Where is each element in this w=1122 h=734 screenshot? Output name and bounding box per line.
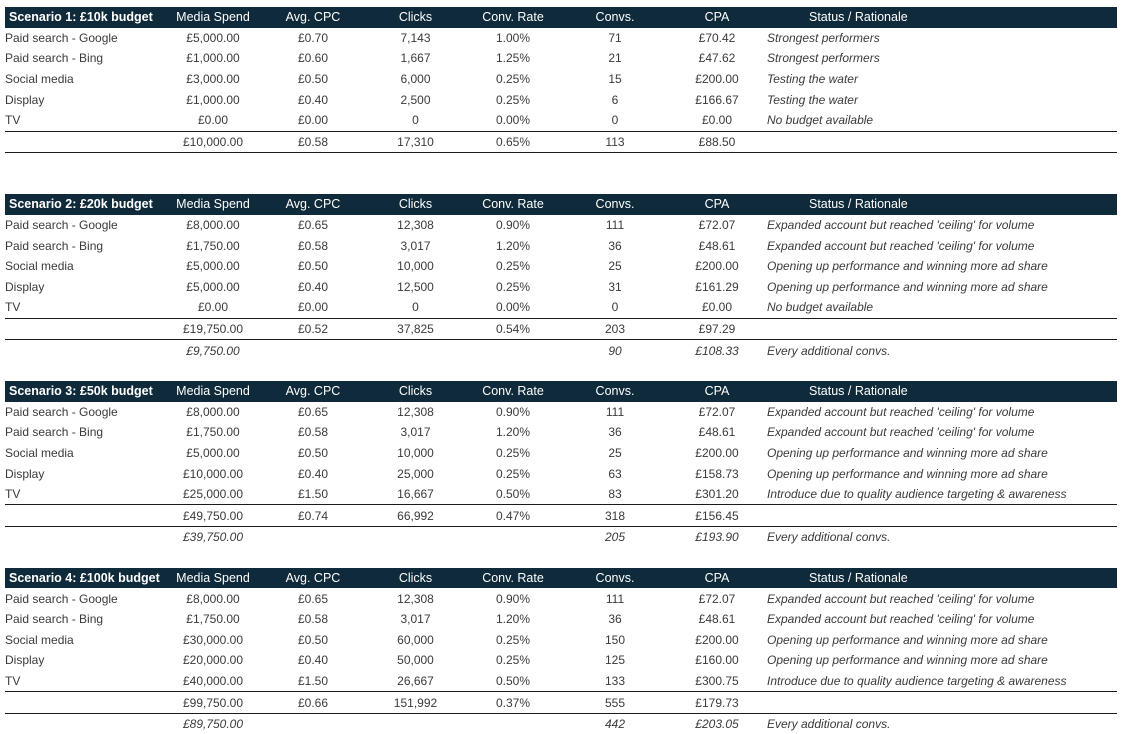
channel-cell: Paid search - Bing — [5, 238, 104, 253]
incremental-empty — [258, 340, 368, 361]
clicks-cell: 3,017 — [400, 238, 431, 253]
status-cell: Expanded account but reached 'ceiling' for volume — [767, 218, 1035, 233]
status-cell: No budget available — [767, 113, 874, 128]
col-conv-rate: Conv. Rate — [463, 381, 563, 402]
col-conv-rate: Conv. Rate — [463, 194, 563, 215]
spend-cell: £1,750.00 — [186, 425, 240, 440]
clicks-cell: 10,000 — [397, 259, 434, 274]
cpc-cell: £0.50 — [297, 445, 329, 460]
rate-cell: 0.25% — [495, 72, 531, 87]
cpa-cell: £48.61 — [698, 425, 736, 440]
channel-cell: Display — [5, 466, 45, 481]
rate-cell: 0.90% — [495, 404, 531, 419]
table-row — [5, 650, 1117, 671]
status-cell: No budget available — [767, 300, 874, 315]
channel-cell: Display — [5, 279, 45, 294]
cpa-cell: £0.00 — [701, 113, 733, 128]
cpc-cell: £0.70 — [297, 30, 329, 45]
total-cpc: £0.74 — [258, 505, 368, 527]
total-convs: 203 — [563, 318, 667, 340]
table-row — [5, 69, 1117, 90]
cpa-cell: £200.00 — [695, 259, 739, 274]
cpa-cell: £70.42 — [698, 30, 736, 45]
convs-cell: 63 — [608, 466, 622, 481]
rate-cell: 0.25% — [495, 466, 531, 481]
clicks-cell: 3,017 — [400, 425, 431, 440]
total-cpc: £0.52 — [258, 318, 368, 340]
col-avg-cpc: Avg. CPC — [258, 7, 368, 28]
clicks-cell: 0 — [412, 113, 419, 128]
col-media-spend: Media Spend — [168, 7, 258, 28]
status-cell: Expanded account but reached 'ceiling' for volume — [767, 425, 1035, 440]
incremental-empty — [258, 527, 368, 548]
incremental-empty — [463, 340, 563, 361]
cpa-cell: £200.00 — [695, 445, 739, 460]
total-clicks: 17,310 — [368, 131, 463, 153]
status-cell: Opening up performance and winning more ad share — [767, 259, 1048, 274]
channel-cell: Paid search - Bing — [5, 612, 104, 627]
section-gap — [5, 153, 1117, 194]
cpa-cell: £48.61 — [698, 612, 736, 627]
incremental-empty — [368, 527, 463, 548]
cpc-cell: £0.65 — [297, 591, 329, 606]
rate-cell: 0.50% — [495, 673, 531, 688]
cpc-cell: £0.58 — [297, 612, 329, 627]
channel-cell: TV — [5, 487, 21, 502]
table-row — [5, 484, 1117, 505]
convs-cell: 0 — [611, 113, 619, 128]
col-conv-rate: Conv. Rate — [463, 568, 563, 589]
scenario-title: Scenario 4: £100k budget — [5, 568, 168, 589]
spend-cell: £5,000.00 — [186, 259, 240, 274]
col-status: Status / Rationale — [767, 194, 1117, 215]
clicks-cell: 2,500 — [400, 92, 431, 107]
incremental-convs: 442 — [604, 717, 626, 732]
rate-cell: 0.90% — [495, 218, 531, 233]
table-row — [5, 671, 1117, 692]
spend-cell: £1,750.00 — [186, 612, 240, 627]
status-cell: Testing the water — [767, 92, 858, 107]
cpc-cell: £0.50 — [297, 632, 329, 647]
total-row — [5, 505, 1117, 527]
incremental-empty — [368, 713, 463, 734]
status-cell: Strongest performers — [767, 30, 880, 45]
clicks-cell: 3,017 — [400, 612, 431, 627]
table-row — [5, 256, 1117, 277]
spend-cell: £8,000.00 — [186, 218, 240, 233]
table-row — [5, 402, 1117, 423]
table-row — [5, 609, 1117, 630]
section-gap — [5, 548, 1117, 568]
total-clicks: 37,825 — [368, 318, 463, 340]
channel-cell: Display — [5, 653, 45, 668]
col-cpa: CPA — [667, 194, 767, 215]
spend-cell: £0.00 — [197, 113, 229, 128]
col-convs: Convs. — [563, 568, 667, 589]
col-convs: Convs. — [563, 381, 667, 402]
rate-cell: 1.25% — [495, 51, 531, 66]
incremental-spend: £89,750.00 — [182, 717, 244, 732]
scenario-title: Scenario 1: £10k budget — [5, 7, 168, 28]
rate-cell: 0.00% — [495, 113, 531, 128]
spend-cell: £25,000.00 — [182, 487, 244, 502]
table-row — [5, 89, 1117, 110]
convs-cell: 125 — [604, 653, 626, 668]
total-label-cell — [5, 692, 168, 714]
cpa-cell: £200.00 — [695, 632, 739, 647]
spend-cell: £10,000.00 — [182, 466, 244, 481]
cpc-cell: £0.60 — [297, 51, 329, 66]
total-spend: £19,750.00 — [168, 318, 258, 340]
col-convs: Convs. — [563, 194, 667, 215]
cpa-cell: £166.67 — [695, 92, 739, 107]
rate-cell: 0.25% — [495, 445, 531, 460]
cpa-cell: £301.20 — [695, 487, 739, 502]
header-row — [5, 568, 1117, 589]
convs-cell: 25 — [608, 259, 622, 274]
cpc-cell: £0.65 — [297, 218, 329, 233]
table-row — [5, 629, 1117, 650]
cpa-cell: £158.73 — [695, 466, 739, 481]
cpa-cell: £161.29 — [695, 279, 739, 294]
convs-cell: 36 — [608, 425, 622, 440]
cpa-cell: £72.07 — [698, 591, 736, 606]
total-status — [767, 692, 1117, 714]
cpa-cell: £160.00 — [695, 653, 739, 668]
col-conv-rate: Conv. Rate — [463, 7, 563, 28]
rate-cell: 0.25% — [495, 279, 531, 294]
channel-cell: TV — [5, 300, 21, 315]
cpc-cell: £0.00 — [297, 113, 329, 128]
convs-cell: 36 — [608, 238, 622, 253]
col-status: Status / Rationale — [767, 568, 1117, 589]
clicks-cell: 0 — [412, 300, 419, 315]
col-cpa: CPA — [667, 568, 767, 589]
scenario-table-2 — [5, 194, 1117, 361]
cpa-cell: £48.61 — [698, 238, 736, 253]
convs-cell: 25 — [608, 445, 622, 460]
incremental-label-cell — [5, 713, 168, 734]
channel-cell: TV — [5, 113, 21, 128]
rate-cell: 1.20% — [495, 238, 531, 253]
total-convs: 113 — [563, 131, 667, 153]
spend-cell: £8,000.00 — [186, 404, 240, 419]
col-cpa: CPA — [667, 7, 767, 28]
total-row — [5, 318, 1117, 340]
clicks-cell: 12,500 — [397, 279, 434, 294]
clicks-cell: 7,143 — [400, 30, 431, 45]
rate-cell: 0.50% — [495, 487, 531, 502]
col-clicks: Clicks — [368, 194, 463, 215]
incremental-row — [5, 340, 1117, 361]
incremental-spend: £9,750.00 — [186, 343, 240, 358]
col-media-spend: Media Spend — [168, 194, 258, 215]
convs-cell: 83 — [608, 487, 622, 502]
status-cell: Expanded account but reached 'ceiling' for volume — [767, 404, 1035, 419]
total-cpa: £156.45 — [667, 505, 767, 527]
table-row — [5, 215, 1117, 236]
convs-cell: 111 — [605, 218, 625, 233]
scenario-title: Scenario 3: £50k budget — [5, 381, 168, 402]
rate-cell: 0.25% — [495, 259, 531, 274]
header-row — [5, 381, 1117, 402]
total-rate: 0.65% — [463, 131, 563, 153]
status-cell: Testing the water — [767, 72, 858, 87]
col-media-spend: Media Spend — [168, 381, 258, 402]
scenario-title: Scenario 2: £20k budget — [5, 194, 168, 215]
total-rate: 0.37% — [463, 692, 563, 714]
cpa-cell: £200.00 — [695, 72, 739, 87]
total-rate: 0.47% — [463, 505, 563, 527]
channel-cell: Social media — [5, 445, 74, 460]
status-cell: Opening up performance and winning more ad share — [767, 279, 1048, 294]
col-status: Status / Rationale — [767, 381, 1117, 402]
cpc-cell: £0.40 — [297, 279, 329, 294]
convs-cell: 21 — [608, 51, 622, 66]
cpc-cell: £0.40 — [297, 466, 329, 481]
channel-cell: TV — [5, 673, 21, 688]
channel-cell: Paid search - Google — [5, 404, 118, 419]
status-cell: Opening up performance and winning more ad share — [767, 466, 1048, 481]
incremental-cpa: £108.33 — [695, 343, 739, 358]
clicks-cell: 12,308 — [397, 404, 434, 419]
total-label-cell — [5, 131, 168, 153]
col-media-spend: Media Spend — [168, 568, 258, 589]
cpa-cell: £72.07 — [698, 404, 736, 419]
clicks-cell: 25,000 — [397, 466, 434, 481]
incremental-empty — [258, 713, 368, 734]
cpc-cell: £0.00 — [297, 300, 329, 315]
convs-cell: 6 — [611, 92, 619, 107]
channel-cell: Paid search - Google — [5, 30, 118, 45]
incremental-label-cell — [5, 340, 168, 361]
channel-cell: Social media — [5, 632, 74, 647]
cpc-cell: £1.50 — [297, 673, 329, 688]
status-cell: Expanded account but reached 'ceiling' for volume — [767, 238, 1035, 253]
incremental-status: Every additional convs. — [767, 530, 891, 545]
spend-cell: £1,750.00 — [186, 238, 240, 253]
cpc-cell: £0.50 — [297, 259, 329, 274]
table-row — [5, 110, 1117, 131]
spend-cell: £0.00 — [197, 300, 229, 315]
spend-cell: £5,000.00 — [186, 30, 240, 45]
incremental-cpa: £203.05 — [695, 717, 739, 732]
total-cpa: £179.73 — [667, 692, 767, 714]
clicks-cell: 1,667 — [400, 51, 431, 66]
cpa-cell: £72.07 — [698, 218, 736, 233]
total-cpa: £88.50 — [667, 131, 767, 153]
convs-cell: 111 — [605, 404, 625, 419]
col-status: Status / Rationale — [767, 7, 1117, 28]
channel-cell: Paid search - Google — [5, 591, 118, 606]
spend-cell: £40,000.00 — [182, 673, 244, 688]
scenario-table-3 — [5, 381, 1117, 548]
total-rate: 0.54% — [463, 318, 563, 340]
incremental-convs: 205 — [604, 530, 626, 545]
rate-cell: 0.25% — [495, 632, 531, 647]
clicks-cell: 10,000 — [397, 445, 434, 460]
col-avg-cpc: Avg. CPC — [258, 568, 368, 589]
status-cell: Opening up performance and winning more ad share — [767, 445, 1048, 460]
table-row — [5, 463, 1117, 484]
rate-cell: 0.25% — [495, 92, 531, 107]
status-cell: Opening up performance and winning more ad share — [767, 632, 1048, 647]
cpc-cell: £0.58 — [297, 425, 329, 440]
convs-cell: 15 — [608, 72, 622, 87]
rate-cell: 0.90% — [495, 591, 531, 606]
cpa-cell: £47.62 — [698, 51, 736, 66]
channel-cell: Paid search - Bing — [5, 425, 104, 440]
total-status — [767, 505, 1117, 527]
col-convs: Convs. — [563, 7, 667, 28]
spend-cell: £1,000.00 — [186, 51, 240, 66]
total-convs: 555 — [563, 692, 667, 714]
total-label-cell — [5, 318, 168, 340]
table-row — [5, 235, 1117, 256]
channel-cell: Social media — [5, 72, 74, 87]
scenario-table-4 — [5, 568, 1117, 734]
total-convs: 318 — [563, 505, 667, 527]
spend-cell: £5,000.00 — [186, 279, 240, 294]
col-clicks: Clicks — [368, 7, 463, 28]
cpc-cell: £0.50 — [297, 72, 329, 87]
status-cell: Introduce due to quality audience targeting & awareness — [767, 487, 1067, 502]
total-cpc: £0.66 — [258, 692, 368, 714]
spend-cell: £20,000.00 — [182, 653, 244, 668]
col-clicks: Clicks — [368, 568, 463, 589]
cpa-cell: £300.75 — [695, 673, 739, 688]
convs-cell: 71 — [608, 30, 622, 45]
clicks-cell: 12,308 — [397, 218, 434, 233]
section-gap — [5, 361, 1117, 381]
total-status — [767, 131, 1117, 153]
convs-cell: 36 — [608, 612, 622, 627]
incremental-empty — [463, 527, 563, 548]
clicks-cell: 50,000 — [397, 653, 434, 668]
convs-cell: 111 — [605, 591, 625, 606]
table-row — [5, 277, 1117, 298]
table-row — [5, 48, 1117, 69]
total-status — [767, 318, 1117, 340]
channel-cell: Paid search - Google — [5, 218, 118, 233]
spend-cell: £1,000.00 — [186, 92, 240, 107]
col-cpa: CPA — [667, 381, 767, 402]
status-cell: Strongest performers — [767, 51, 880, 66]
col-avg-cpc: Avg. CPC — [258, 194, 368, 215]
cpc-cell: £0.40 — [297, 653, 329, 668]
clicks-cell: 16,667 — [397, 487, 434, 502]
channel-cell: Social media — [5, 259, 74, 274]
convs-cell: 133 — [604, 673, 626, 688]
incremental-convs: 90 — [608, 343, 622, 358]
total-cpa: £97.29 — [667, 318, 767, 340]
status-cell: Expanded account but reached 'ceiling' for volume — [767, 591, 1035, 606]
scenario-table-1 — [5, 7, 1117, 153]
table-row — [5, 297, 1117, 318]
table-row — [5, 443, 1117, 464]
total-spend: £49,750.00 — [168, 505, 258, 527]
status-cell: Expanded account but reached 'ceiling' for volume — [767, 612, 1035, 627]
header-row — [5, 194, 1117, 215]
total-clicks: 151,992 — [368, 692, 463, 714]
channel-cell: Paid search - Bing — [5, 51, 104, 66]
spend-cell: £5,000.00 — [186, 445, 240, 460]
status-cell: Introduce due to quality audience targeting & awareness — [767, 673, 1067, 688]
total-row — [5, 131, 1117, 153]
cpc-cell: £0.65 — [297, 404, 329, 419]
cpc-cell: £0.58 — [297, 238, 329, 253]
convs-cell: 150 — [604, 632, 626, 647]
incremental-empty — [463, 713, 563, 734]
incremental-row — [5, 713, 1117, 734]
incremental-cpa: £193.90 — [695, 530, 739, 545]
rate-cell: 0.00% — [495, 300, 531, 315]
spend-cell: £30,000.00 — [182, 632, 244, 647]
rate-cell: 1.00% — [495, 30, 531, 45]
cpa-cell: £0.00 — [701, 300, 733, 315]
cpc-cell: £1.50 — [297, 487, 329, 502]
incremental-row — [5, 527, 1117, 548]
rate-cell: 0.25% — [495, 653, 531, 668]
spend-cell: £3,000.00 — [186, 72, 240, 87]
total-spend: £10,000.00 — [168, 131, 258, 153]
table-row — [5, 422, 1117, 443]
rate-cell: 1.20% — [495, 612, 531, 627]
col-avg-cpc: Avg. CPC — [258, 381, 368, 402]
budget-scenarios-sheet — [5, 7, 1117, 734]
header-row — [5, 7, 1117, 28]
total-label-cell — [5, 505, 168, 527]
col-clicks: Clicks — [368, 381, 463, 402]
incremental-status: Every additional convs. — [767, 343, 891, 358]
table-row — [5, 588, 1117, 609]
incremental-status: Every additional convs. — [767, 717, 891, 732]
table-row — [5, 28, 1117, 49]
status-cell: Opening up performance and winning more ad share — [767, 653, 1048, 668]
clicks-cell: 26,667 — [397, 673, 434, 688]
convs-cell: 0 — [611, 300, 619, 315]
clicks-cell: 6,000 — [400, 72, 431, 87]
total-cpc: £0.58 — [258, 131, 368, 153]
rate-cell: 1.20% — [495, 425, 531, 440]
spend-cell: £8,000.00 — [186, 591, 240, 606]
convs-cell: 31 — [608, 279, 622, 294]
incremental-label-cell — [5, 527, 168, 548]
channel-cell: Display — [5, 92, 45, 107]
total-clicks: 66,992 — [368, 505, 463, 527]
clicks-cell: 60,000 — [397, 632, 434, 647]
cpc-cell: £0.40 — [297, 92, 329, 107]
total-row — [5, 692, 1117, 714]
total-spend: £99,750.00 — [168, 692, 258, 714]
clicks-cell: 12,308 — [397, 591, 434, 606]
incremental-empty — [368, 340, 463, 361]
incremental-spend: £39,750.00 — [182, 530, 244, 545]
